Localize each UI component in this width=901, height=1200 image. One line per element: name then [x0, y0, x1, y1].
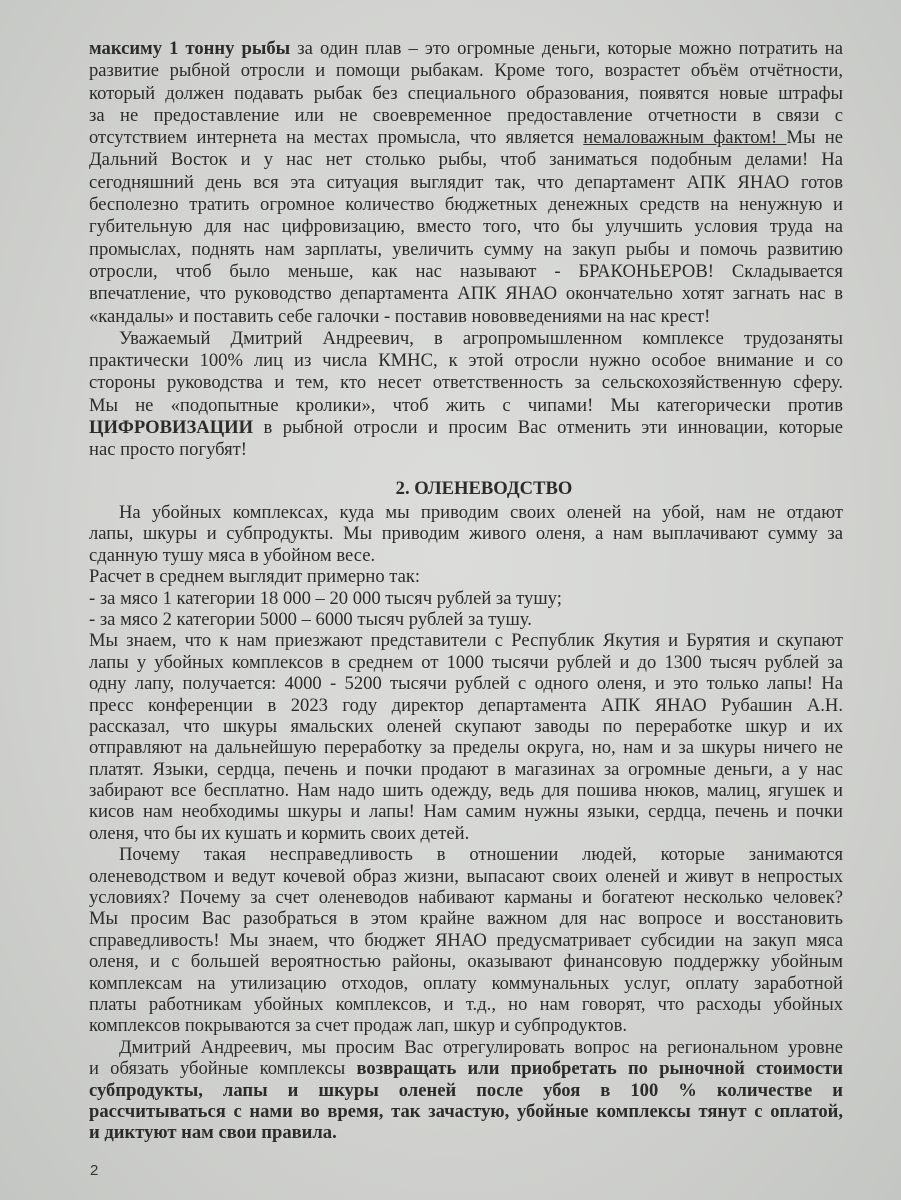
- bold-text: рассчитываться с нами во время, так зачастую, убойные комплексы тянут с оплатой,: [89, 1100, 843, 1122]
- text-line: [89, 172, 843, 194]
- text-line: [89, 609, 843, 630]
- text-segment: - за мясо 1 категории 18 000 – 20 000 тысяч рублей за тушу;: [89, 587, 562, 609]
- text-line: [89, 502, 843, 523]
- text-line: [89, 60, 843, 82]
- text-segment: губительную для нас цифровизацию, вместо того, что бы улучшить условия труда на: [89, 216, 843, 238]
- text-line: [89, 261, 843, 283]
- text-line: [89, 127, 843, 149]
- underlined-text: немаловажным фактом!: [583, 127, 787, 149]
- text-line: [89, 716, 843, 737]
- section-reindeer-text: [89, 502, 843, 1144]
- text-line: [89, 1015, 843, 1036]
- text-segment: впечатление, что руководство департамента АПК ЯНАО окончательно хотят загнать нас в: [89, 283, 843, 305]
- text-segment: за не предоставление или не своевременное предоставление отчетности в связи с: [89, 104, 843, 126]
- bold-text: возвращать или приобретать по рыночной стоимости: [356, 1058, 843, 1080]
- text-segment: лапы у убойных комплексов в среднем от 1000 тысячи рублей и до 1300 тысяч рублей за: [89, 651, 843, 673]
- text-line: [89, 780, 843, 801]
- text-segment: Уважаемый Дмитрий Андреевич, в агропромышленном комплексе трудозаняты: [119, 327, 843, 349]
- text-segment: Почему такая несправедливость в отношении людей, которые занимаются: [119, 844, 843, 866]
- text-line: [89, 328, 843, 350]
- text-segment: оленя, и с большей вероятностью районы, оказывают финансовую поддержку убойным: [89, 951, 843, 973]
- text-segment: оленя, что бы их кушать и кормить своих детей.: [89, 822, 470, 844]
- text-segment: нас просто погубят!: [89, 439, 247, 461]
- text-segment: «кандалы» и поставить себе галочки - поставив нововведениями на нас крест!: [89, 305, 711, 327]
- text-segment: На убойных комплексах, куда мы приводим своих оленей на убой, нам не отдают: [119, 502, 843, 523]
- text-line: [89, 737, 843, 758]
- text-line: [89, 545, 843, 566]
- text-segment: Дальний Восток и у нас нет столько рыбы, чтоб заниматься подобным делами! На: [89, 149, 843, 171]
- text-line: [89, 83, 843, 105]
- text-line: [89, 823, 843, 844]
- bold-text: максиму 1 тонну рыбы: [89, 38, 291, 59]
- text-line: [89, 216, 843, 238]
- text-line: [89, 866, 843, 887]
- text-segment: развитие рыбной отросли и помощи рыбакам. Кроме того, возрастет объём отчётности,: [89, 60, 843, 82]
- text-line: [89, 1101, 843, 1122]
- text-line: [89, 801, 843, 822]
- text-line: [89, 1058, 843, 1079]
- text-line: [89, 588, 843, 609]
- text-line: [89, 630, 843, 651]
- text-segment: справедливость! Мы знаем, что бюджет ЯНАО предусматривает субсидии на закуп мяса: [89, 929, 843, 951]
- text-segment: забирают все бесплатно. Нам надо шить одежду, ведь для пошива нюков, малиц, ягушек и: [89, 780, 843, 802]
- text-line: [89, 759, 843, 780]
- text-line: [89, 887, 843, 908]
- bold-text: субпродукты, лапы и шкуры оленей после убоя в 100 % количестве и: [89, 1079, 843, 1101]
- text-line: [89, 994, 843, 1015]
- text-line: [89, 194, 843, 216]
- text-segment: кисов нам необходимы шкуры и лапы! Нам самим нужны языки, сердца, печень и почки: [89, 801, 843, 823]
- text-segment: сданную тушу мяса в убойном весе.: [89, 544, 376, 566]
- text-segment: Расчет в среднем выглядит примерно так:: [89, 566, 421, 588]
- text-line: [89, 306, 843, 328]
- text-line: [89, 673, 843, 694]
- text-segment: комплексов покрываются за счет продаж лап, шкур и субпродуктов.: [89, 1015, 628, 1037]
- text-segment: и обязать убойные комплексы: [89, 1058, 357, 1080]
- text-segment: отросли, чтоб было меньше, как нас называют - БРАКОНЬЕРОВ! Складывается: [89, 260, 843, 282]
- text-segment: за один плав – это огромные деньги, которые можно потратить на: [290, 38, 843, 59]
- text-segment: Мы не «подопытные кролики», чтоб жить с чипами! Мы категорически против: [89, 394, 843, 416]
- text-segment: отправляют на дальнейшую переработку за пределы округа, но, нам и за шкуры ничего не: [89, 737, 843, 759]
- text-segment: бесполезно тратить огромное количество бюджетных денежных средств на ненужную и: [89, 194, 843, 216]
- bold-text: ЦИФРОВИЗАЦИИ: [89, 417, 254, 439]
- text-segment: в рыбной отросли и просим Вас отменить эти инновации, которые: [253, 417, 843, 439]
- section-heading-reindeer: 2. ОЛЕНЕВОДСТВО: [395, 478, 573, 499]
- text-segment: отсутствием интернета на местах промысла, что является: [89, 127, 584, 149]
- text-line: [89, 844, 843, 865]
- text-line: [89, 908, 843, 929]
- text-segment: Мы просим Вас разобраться в этом крайне важном для нас вопросе и восстановить: [89, 908, 843, 930]
- text-line: [89, 350, 843, 372]
- text-segment: Мы знаем, что к нам приезжают представители с Республик Якутия и Бурятия и скупают: [89, 630, 843, 652]
- text-segment: платы работникам убойных комплексов, и т.д., но нам говорят, что расходы убойных: [89, 993, 843, 1015]
- text-segment: пресс конференции в 2023 году директор департамента АПК ЯНАО Рубашин А.Н.: [89, 694, 843, 716]
- text-line: [89, 951, 843, 972]
- text-segment: лапы, шкуры и субпродукты. Мы приводим живого оленя, а нам выплачивают сумму за: [89, 523, 843, 545]
- text-line: [89, 1037, 843, 1058]
- text-line: [89, 652, 843, 673]
- text-segment: стороны руководства и тем, кто несет ответственность за сельскохозяйственную сферу.: [89, 372, 843, 394]
- text-segment: Мы не: [786, 127, 843, 149]
- text-segment: оленеводством и ведут кочевой образ жизни, выпасают своих оленей и живут в непростых: [89, 865, 843, 887]
- text-segment: сегодняшний день вся эта ситуация выглядит так, что департамент АПК ЯНАО готов: [89, 171, 843, 193]
- text-segment: Дмитрий Андреевич, мы просим Вас отрегулировать вопрос на региональном уровне: [119, 1036, 843, 1058]
- page-number: 2: [90, 1162, 99, 1179]
- text-line: [89, 38, 843, 60]
- text-segment: условиях? Почему за счет оленеводов набивают карманы и богатеют несколько человек?: [89, 887, 843, 909]
- text-segment: промыслах, поднять нам зарплаты, увеличить сумму на закуп рыбы и помочь развитию: [89, 238, 843, 260]
- text-line: [89, 105, 843, 127]
- text-line: [89, 372, 843, 394]
- text-line: [89, 149, 843, 171]
- text-line: [89, 523, 843, 544]
- text-line: [89, 239, 843, 261]
- text-segment: который должен подавать рыбак без специального образования, появятся новые штрафы: [89, 82, 843, 104]
- text-segment: одну лапу, получается: 4000 - 5200 тысячи рублей с одного оленя, и это только лапы! На: [89, 673, 843, 695]
- text-line: [89, 283, 843, 305]
- text-segment: практически 100% лиц из числа КМНС, к этой отросли нужно особое внимание и со: [89, 350, 843, 372]
- text-line: [89, 566, 843, 587]
- text-segment: - за мясо 2 категории 5000 – 6000 тысяч рублей за тушу.: [89, 608, 532, 630]
- text-line: [89, 930, 843, 951]
- text-segment: рассказал, что шкуры ямальских оленей скупают заводы по переработке шкур и их: [89, 715, 843, 737]
- section-fishing-text: [89, 38, 843, 462]
- text-line: [89, 973, 843, 994]
- text-segment: платят. Языки, сердца, печень и почки продают в магазинах за огромные деньги, а у нас: [89, 758, 843, 780]
- text-line: [89, 439, 843, 461]
- text-line: [89, 1080, 843, 1101]
- text-line: [89, 695, 843, 716]
- text-line: [89, 417, 843, 439]
- text-segment: комплексам на утилизацию отходов, оплату коммунальных услуг, оплату заработной: [89, 972, 843, 994]
- bold-text: и диктуют нам свои правила.: [89, 1122, 337, 1144]
- text-line: [89, 1122, 843, 1143]
- text-line: [89, 395, 843, 417]
